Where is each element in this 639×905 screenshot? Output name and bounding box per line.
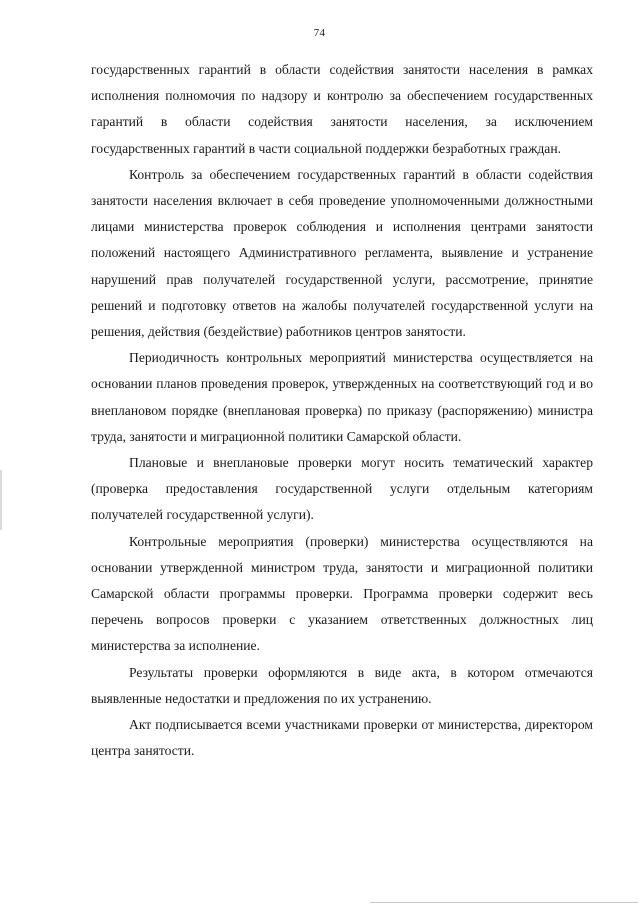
paragraph-5: Контрольные мероприятия (проверки) министерства осуществляются на основании утвержденной министром труда, занятости и миграционной политики Самарской области программы проверки. Программа проверки содержит весь перечень вопросов проверки с указанием ответственных должностных лиц министерства за исполнение. [91, 533, 593, 654]
paragraph-6: Результаты проверки оформляются в виде акта, в котором отмечаются выявленные недостатки и предложения по их устранению. [91, 664, 593, 706]
paragraph-3: Периодичность контрольных мероприятий министерства осуществляется на основании планов проведения проверок, утвержденных на соответствующий год и во внеплановом порядке (внеплановая проверка) по приказу (распоряжению) министра труда, занятости и миграционной политики Самарской области. [91, 350, 593, 444]
paragraph-4: Плановые и внеплановые проверки могут носить тематический характер (проверка предоставления государственной услуги отдельным категориям получателей государственной услуги). [91, 455, 593, 523]
scan-edge-line [370, 902, 638, 903]
scan-left-mark [0, 470, 2, 530]
paragraph-2: Контроль за обеспечением государственных гарантий в области содействия занятости населения включает в себя проведение уполномоченными должностными лицами министерства проверок соблюдения и исполнения центрами занятости положений настоящего Административного регламента, выявление и устранение нарушений прав получателей государственной услуги, рассмотрение, принятие решений и подготовку ответов на жалобы получателей государственной услуги на решения, действия (бездействие) работников центров занятости. [91, 166, 593, 340]
document-body [91, 57, 593, 764]
paragraph-7: Акт подписывается всеми участниками проверки от министерства, директором центра занятости. [91, 717, 593, 759]
page-number: 74 [313, 27, 326, 39]
paragraph-1: государственных гарантий в области содействия занятости населения в рамках исполнения полномочия по надзору и контролю за обеспечением государственных гарантий в области содействия занятости населения, за исключением государственных гарантий в части социальной поддержки безработных граждан. [91, 62, 593, 156]
